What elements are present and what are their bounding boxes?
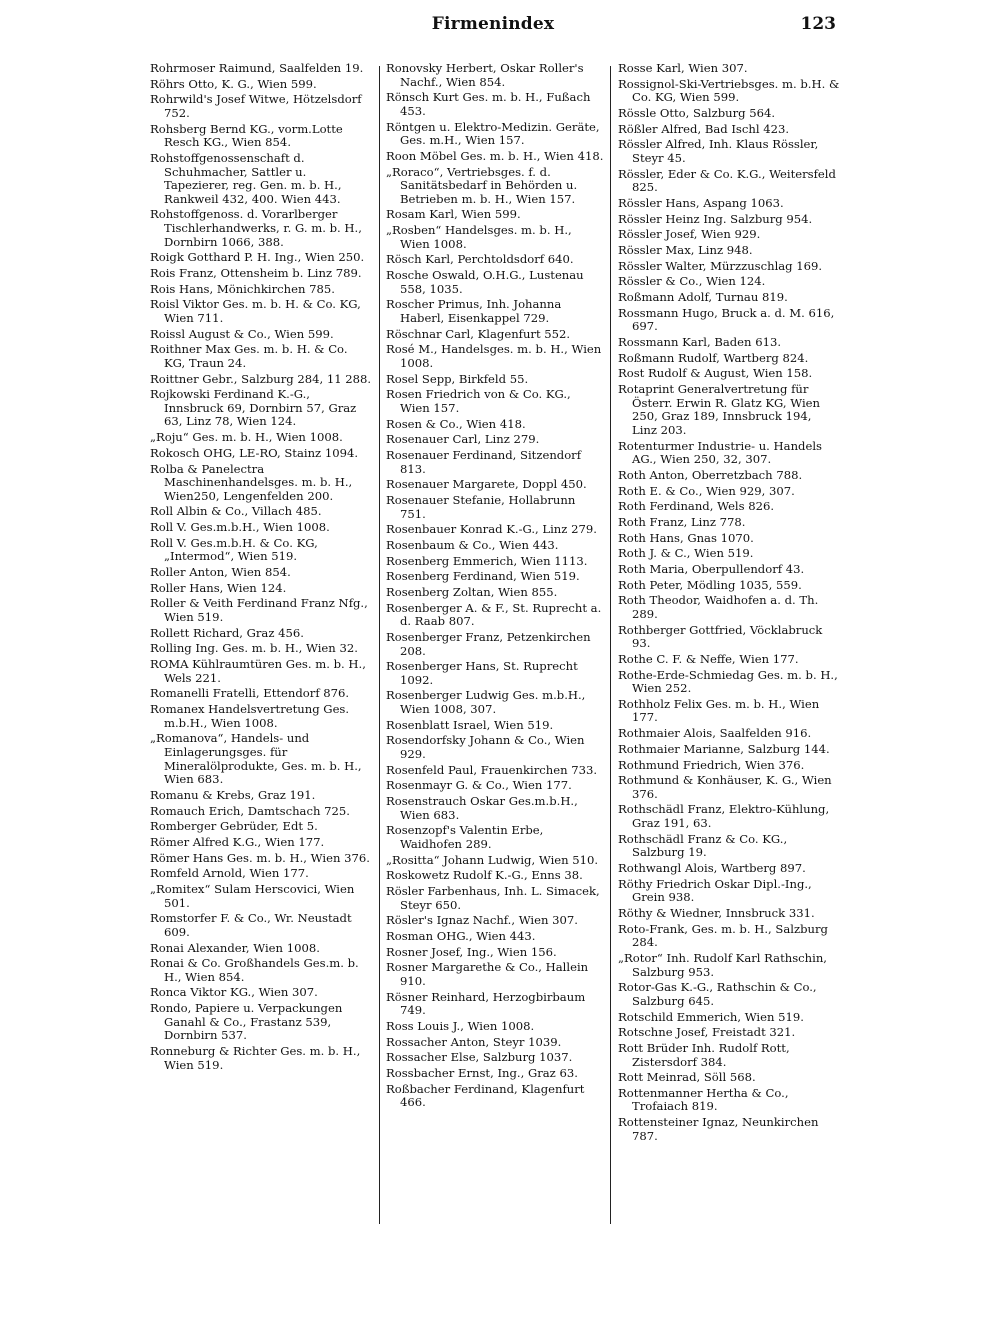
index-entry: Rosenauer Margarete, Doppl 450.	[386, 477, 587, 492]
index-entry: Ronca Viktor KG., Wien 307.	[150, 985, 318, 1000]
index-entry: Rott Meinrad, Söll 568.	[618, 1070, 756, 1085]
index-entry: Rosner Josef, Ing., Wien 156.	[386, 944, 557, 959]
index-entry: Romauch Erich, Damtschach 725.	[150, 803, 350, 818]
index-entry: Rondo, Papiere u. Verpackungen Ganahl & Co., Frastanz 539, Dornbirn 537.	[150, 1001, 343, 1043]
index-entry: Rotschne Josef, Freistadt 321.	[618, 1025, 796, 1040]
index-entry: „Rositta“ Johann Ludwig, Wien 510.	[386, 852, 599, 867]
index-entry: Roth Theodor, Waidhofen a. d. Th. 289.	[618, 593, 819, 621]
index-entry: Rossacher Else, Salzburg 1037.	[386, 1050, 573, 1065]
index-entry: Rosenzopf's Valentin Erbe, Waidhofen 289.	[386, 823, 544, 851]
index-entry: Rösler's Ignaz Nachf., Wien 307.	[386, 913, 578, 928]
index-entry: ROMA Kühlraumtüren Ges. m. b. H., Wels 221.	[150, 657, 366, 685]
index-entry: Roto-Frank, Ges. m. b. H., Salzburg 284.	[618, 921, 828, 950]
index-entry: Roon Möbel Ges. m. b. H., Wien 418.	[386, 148, 604, 163]
index-entry: Rois Hans, Mönichkirchen 785.	[150, 281, 335, 296]
index-entry: Rosenbauer Konrad K.-G., Linz 279.	[386, 522, 597, 537]
index-entry: Roßbacher Ferdinand, Klagenfurt 466.	[386, 1081, 585, 1110]
index-entry: Rojkowski Ferdinand K.-G., Innsbruck 69, Dornbirn 57, Graz 63, Linz 78, Wien 124.	[150, 387, 357, 429]
index-entry: Roissl August & Co., Wien 599.	[150, 326, 334, 341]
index-entry: Rosenberger A. & F., St. Ruprecht a. d. Raab 807.	[386, 600, 602, 629]
index-entry: Roller & Veith Ferdinand Franz Nfg., Wien 519.	[150, 596, 368, 625]
index-entry: Rossbacher Ernst, Ing., Graz 63.	[386, 1066, 578, 1080]
index-entry: Rolling Ing. Ges. m. b. H., Wien 32.	[150, 641, 358, 656]
index-entry: Romberger Gebrüder, Edt 5.	[150, 819, 318, 834]
index-entry: Rohstoffgenoss. d. Vorarlberger Tischlerhandwerks, r. G. m. b. H., Dornbirn 1066, 388.	[150, 207, 362, 249]
index-entry: Roskowetz Rudolf K.-G., Enns 38.	[386, 868, 583, 883]
index-entry: Rollett Richard, Graz 456.	[150, 625, 304, 640]
index-column-2	[386, 62, 604, 1112]
index-entry: Rossacher Anton, Steyr 1039.	[386, 1034, 562, 1049]
index-entry: Rosendorfsky Johann & Co., Wien 929.	[386, 733, 585, 762]
index-entry: Rosenblatt Israel, Wien 519.	[386, 717, 554, 732]
index-entry: Rosenauer Stefanie, Hollabrunn 751.	[386, 492, 576, 521]
column-divider	[379, 66, 380, 1224]
index-entry: Rösler Farbenhaus, Inh. L. Simacek, Steyr 650.	[386, 884, 600, 912]
index-entry: Rosse Karl, Wien 307.	[618, 61, 748, 75]
index-entry: Rosen Friedrich von & Co. KG., Wien 157.	[386, 387, 571, 415]
index-entry: Rothmund Friedrich, Wien 376.	[618, 757, 805, 772]
index-entry: Ronneburg & Richter Ges. m. b. H., Wien 519.	[150, 1044, 361, 1072]
index-entry: Rössler Josef, Wien 929.	[618, 227, 761, 242]
index-entry: Romstorfer F. & Co., Wr. Neustadt 609.	[150, 911, 352, 939]
index-entry: Rothholz Felix Ges. m. b. H., Wien 177.	[618, 696, 820, 725]
index-entry: Roth Peter, Mödling 1035, 559.	[618, 577, 802, 592]
index-entry: Rössler Alfred, Inh. Klaus Rössler, Steyr 45.	[618, 137, 819, 165]
index-entry: Roth J. & C., Wien 519.	[618, 546, 754, 561]
index-entry: Rössler Heinz Ing. Salzburg 954.	[618, 211, 813, 226]
index-entry: Romanex Handelsvertretung Ges. m.b.H., Wien 1008.	[150, 702, 350, 730]
index-entry: Roll V. Ges.m.b.H. & Co. KG, „Intermod“, Wien 519.	[150, 535, 318, 564]
index-entry: Rothmaier Alois, Saalfelden 916.	[618, 726, 812, 741]
index-entry: Roll Albin & Co., Villach 485.	[150, 504, 322, 519]
index-entry: Roth Ferdinand, Wels 826.	[618, 499, 775, 514]
index-entry: Roller Anton, Wien 854.	[150, 565, 291, 580]
index-entry: Rohstoffgenossenschaft d. Schuhmacher, Sattler u. Tapezierer, reg. Gen. m. b. H., Rankweil 432, 400. Wien 443.	[150, 150, 342, 206]
index-entry: Rothschädl Franz, Elektro-Kühlung, Graz 191, 63.	[618, 802, 830, 831]
index-entry: Ronovsky Herbert, Oskar Roller's Nachf., Wien 854.	[386, 61, 584, 89]
index-entry: Rohrwild's Josef Witwe, Hötzelsdorf 752.	[150, 92, 362, 120]
index-entry: Roscher Primus, Inh. Johanna Haberl, Eisenkappel 729.	[386, 297, 562, 325]
index-entry: Rosman OHG., Wien 443.	[386, 929, 536, 943]
index-entry: Römer Hans Ges. m. b. H., Wien 376.	[150, 850, 370, 865]
page-title: Firmenindex	[431, 14, 555, 34]
index-entry: Rothschädl Franz & Co. KG., Salzburg 19.	[618, 831, 788, 860]
index-entry: Rössler Walter, Mürzzuschlag 169.	[618, 258, 823, 273]
index-entry: Rokosch OHG, LE-RO, Stainz 1094.	[150, 445, 359, 460]
index-entry: Rottensteiner Ignaz, Neunkirchen 787.	[618, 1115, 819, 1143]
index-entry: Römer Alfred K.G., Wien 177.	[150, 834, 325, 849]
index-entry: Romanelli Fratelli, Ettendorf 876.	[150, 686, 350, 701]
index-entry: Rösner Reinhard, Herzogbirbaum 749.	[386, 989, 586, 1018]
index-entry: Rosen & Co., Wien 418.	[386, 416, 526, 431]
index-entry: Rössle Otto, Salzburg 564.	[618, 105, 776, 120]
index-entry: Roßmann Adolf, Turnau 819.	[618, 290, 788, 305]
index-entry: Rothe C. F. & Neffe, Wien 177.	[618, 651, 799, 666]
index-entry: Rohrmoser Raimund, Saalfelden 19.	[150, 61, 364, 75]
index-entry: Rossignol-Ski-Vertriebsges. m. b.H. & Co. KG, Wien 599.	[618, 76, 840, 105]
index-entry: Ronai & Co. Großhandels Ges.m. b. H., Wien 854.	[150, 956, 359, 984]
index-entry: Roithner Max Ges. m. b. H. & Co. KG, Traun 24.	[150, 342, 348, 370]
index-entry: Rois Franz, Ottensheim b. Linz 789.	[150, 265, 362, 280]
index-entry: Röhrs Otto, K. G., Wien 599.	[150, 76, 317, 91]
index-entry: Rotaprint Generalvertretung für Österr. Erwin R. Glatz KG, Wien 250, Graz 189, Innsbruck 194, Linz 203.	[618, 382, 821, 437]
index-entry: Rosenberg Ferdinand, Wien 519.	[386, 569, 580, 584]
index-entry: Roßmann Rudolf, Wartberg 824.	[618, 350, 809, 365]
index-entry: Rotenturmer Industrie- u. Handels AG., Wien 250, 32, 307.	[618, 438, 822, 467]
index-entry: „Romanova“, Handels- und Einlagerungsges. für Mineralölprodukte, Ges. m. b. H., Wien 683.	[150, 731, 362, 787]
index-entry: Rost Rudolf & August, Wien 158.	[618, 366, 813, 381]
index-entry: Roittner Gebr., Salzburg 284, 11 288.	[150, 371, 372, 386]
index-entry: Rothe-Erde-Schmiedag Ges. m. b. H., Wien 252.	[618, 667, 838, 696]
index-entry: Rosenberg Emmerich, Wien 1113.	[386, 553, 588, 568]
index-entry: Röntgen u. Elektro-Medizin. Geräte, Ges. m.H., Wien 157.	[386, 119, 600, 148]
page-number: 123	[800, 14, 836, 34]
index-entry: Roth Maria, Oberpullendorf 43.	[618, 561, 805, 576]
index-entry: Rosenfeld Paul, Frauenkirchen 733.	[386, 762, 598, 777]
index-entry: Rosenberger Ludwig Ges. m.b.H., Wien 1008, 307.	[386, 688, 586, 717]
index-entry: Roth Anton, Oberretzbach 788.	[618, 467, 803, 482]
index-entry: Rosenstrauch Oskar Ges.m.b.H., Wien 683.	[386, 794, 578, 822]
index-entry: Röschnar Carl, Klagenfurt 552.	[386, 326, 571, 341]
index-entry: „Rosben“ Handelsges. m. b. H., Wien 1008.	[386, 223, 572, 251]
index-entry: Rott Brüder Inh. Rudolf Rott, Zistersdorf 384.	[618, 1040, 790, 1069]
index-entry: Rosel Sepp, Birkfeld 55.	[386, 371, 529, 386]
index-entry: Rosenmayr G. & Co., Wien 177.	[386, 778, 572, 793]
index-entry: Rothwangl Alois, Wartberg 897.	[618, 861, 806, 876]
index-entry: Romfeld Arnold, Wien 177.	[150, 866, 309, 881]
index-entry: Rosenberger Hans, St. Ruprecht 1092.	[386, 659, 578, 687]
index-entry: Roller Hans, Wien 124.	[150, 580, 287, 595]
index-entry: Rosenberg Zoltan, Wien 855.	[386, 584, 558, 599]
index-entry: Rottenmanner Hertha & Co., Trofaiach 819.	[618, 1085, 789, 1114]
index-entry: Rössler, Eder & Co. K.G., Weitersfeld 825.	[618, 166, 836, 195]
index-entry: Rosenauer Ferdinand, Sitzendorf 813.	[386, 447, 582, 476]
index-entry: Rohsberg Bernd KG., vorm.Lotte Resch KG., Wien 854.	[150, 121, 343, 150]
index-entry: Rönsch Kurt Ges. m. b. H., Fußach 453.	[386, 90, 591, 118]
index-entry: Rössler & Co., Wien 124.	[618, 274, 766, 289]
column-divider	[610, 66, 611, 1224]
index-entry: Rothmaier Marianne, Salzburg 144.	[618, 741, 830, 756]
index-entry: Romanu & Krebs, Graz 191.	[150, 787, 316, 802]
index-entry: Ross Louis J., Wien 1008.	[386, 1018, 535, 1033]
index-entry: Rößler Alfred, Bad Ischl 423.	[618, 121, 790, 136]
index-entry: Roth Hans, Gnas 1070.	[618, 530, 754, 545]
index-entry: Rossmann Hugo, Bruck a. d. M. 616, 697.	[618, 305, 835, 334]
index-entry: Rössler Max, Linz 948.	[618, 242, 753, 257]
index-entry: Roigk Gotthard P. H. Ing., Wien 250.	[150, 250, 365, 265]
index-entry: Rosam Karl, Wien 599.	[386, 207, 521, 222]
index-entry: Rosenbaum & Co., Wien 443.	[386, 537, 559, 552]
index-entry: Röthy Friedrich Oskar Dipl.-Ing., Grein 938.	[618, 876, 812, 905]
index-entry: Rosner Margarethe & Co., Hallein 910.	[386, 960, 589, 988]
index-entry: Roisl Viktor Ges. m. b. H. & Co. KG, Wien 711.	[150, 297, 361, 325]
index-entry: Rosé M., Handelsges. m. b. H., Wien 1008.	[386, 342, 602, 370]
index-entry: Rössler Hans, Aspang 1063.	[618, 195, 784, 210]
index-entry: Rösch Karl, Perchtoldsdorf 640.	[386, 252, 574, 267]
index-entry: Rotschild Emmerich, Wien 519.	[618, 1009, 804, 1024]
index-entry: Rothmund & Konhäuser, K. G., Wien 376.	[618, 773, 832, 801]
index-entry: Roth Franz, Linz 778.	[618, 514, 746, 529]
index-entry: „Romitex“ Sulam Herscovici, Wien 501.	[150, 881, 355, 910]
index-entry: Roll V. Ges.m.b.H., Wien 1008.	[150, 520, 330, 535]
index-entry: Rothberger Gottfried, Vöcklabruck 93.	[618, 622, 823, 651]
index-entry: Ronai Alexander, Wien 1008.	[150, 940, 320, 955]
index-entry: Rosenberger Franz, Petzenkirchen 208.	[386, 629, 591, 658]
index-entry: Roth E. & Co., Wien 929, 307.	[618, 483, 795, 498]
index-entry: Rosenauer Carl, Linz 279.	[386, 432, 540, 447]
index-entry: Rossmann Karl, Baden 613.	[618, 335, 782, 349]
index-column-1	[150, 62, 372, 1074]
index-entry: „Roju“ Ges. m. b. H., Wien 1008.	[150, 430, 343, 445]
index-entry: „Rotor“ Inh. Rudolf Karl Rathschin, Salzburg 953.	[618, 950, 827, 979]
index-entry: „Roraco“, Vertriebsges. f. d. Sanitätsbedarf in Behörden u. Betrieben m. b. H., Wien 157.	[386, 164, 578, 206]
index-entry: Rolba & Panelectra Maschinenhandelsges. m. b. H., Wien250, Lengenfelden 200.	[150, 461, 353, 503]
index-entry: Röthy & Wiedner, Innsbruck 331.	[618, 906, 815, 920]
index-column-3	[618, 62, 840, 1145]
index-entry: Rotor-Gas K.-G., Rathschin & Co., Salzburg 645.	[618, 980, 817, 1008]
index-entry: Rosche Oswald, O.H.G., Lustenau 558, 1035.	[386, 268, 584, 296]
